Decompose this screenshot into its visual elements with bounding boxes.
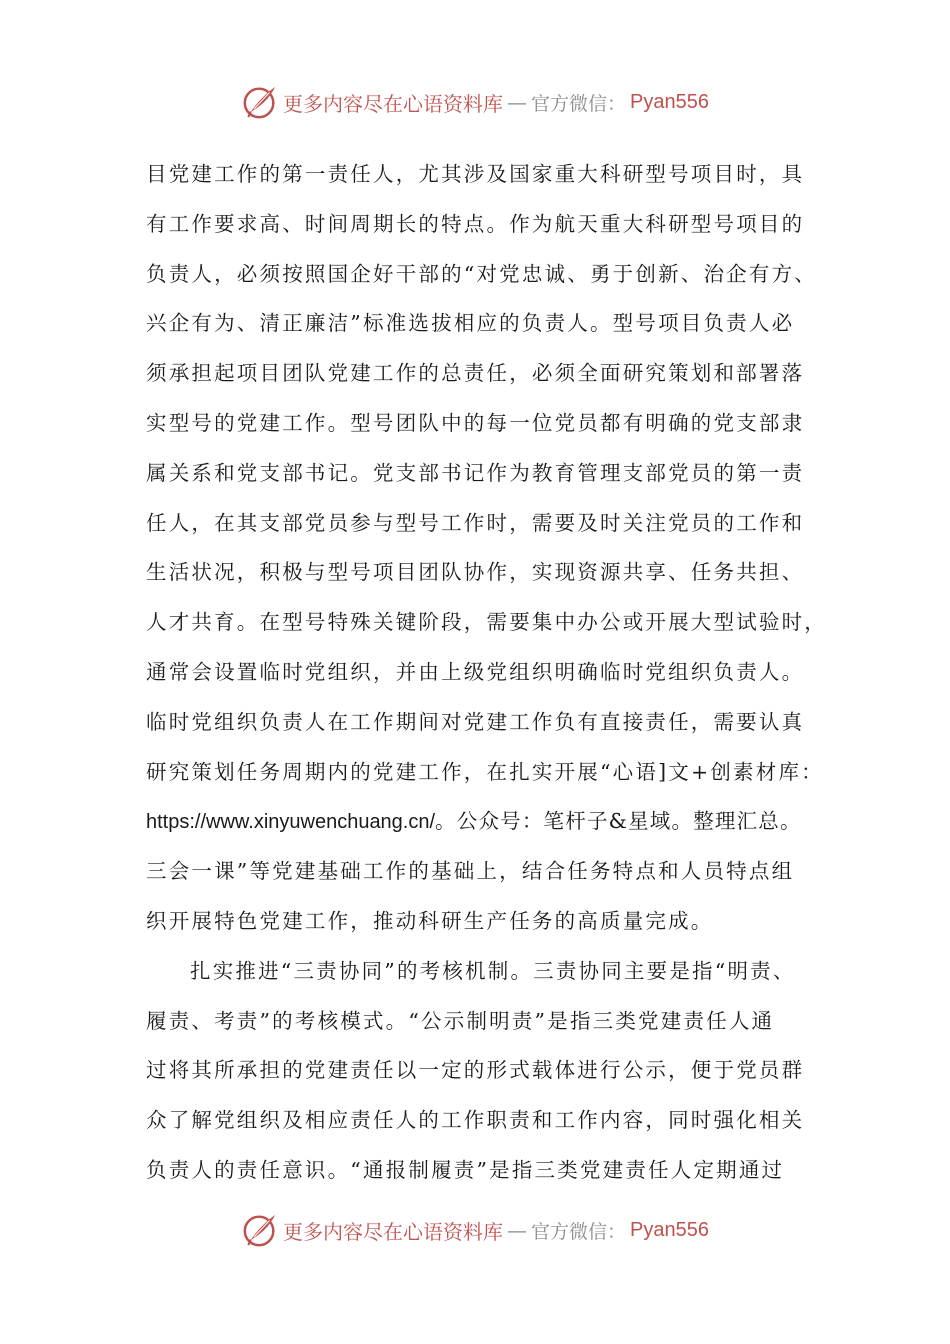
text-line: 众了解党组织及相应责任人的工作职责和工作内容，同时强化相关 bbox=[146, 1108, 805, 1133]
header-banner bbox=[0, 80, 950, 124]
text-line: 须承担起项目团队党建工作的总责任，必须全面研究策划和部署落 bbox=[146, 361, 805, 386]
text-line: 有工作要求高、时间周期长的特点。作为航天重大科研型号项目的 bbox=[146, 211, 805, 236]
url-line-rest: 。公众号：笔杆子&星域。整理汇总。 bbox=[435, 809, 802, 834]
text-line: 实型号的党建工作。型号团队中的每一位党员都有明确的党支部隶 bbox=[146, 410, 805, 435]
text-line: 负责人的责任意识。“通报制履责”是指三类党建责任人定期通过 bbox=[146, 1157, 785, 1182]
text-line: 临时党组织负责人在工作期间对党建工作负有直接责任，需要认真 bbox=[146, 709, 805, 734]
text-line: 织开展特色党建工作，推动科研生产任务的高质量完成。 bbox=[146, 908, 714, 933]
banner-brand-text: 更多内容尽在心语资料库 bbox=[283, 91, 503, 116]
text-line: 属关系和党支部书记。党支部书记作为教育管理支部党员的第一责 bbox=[146, 460, 805, 485]
text-line: 三会一课”等党建基础工作的基础上，结合任务特点和人员特点组 bbox=[146, 859, 795, 884]
text-line: 负责人，必须按照国企好干部的“对党忠诚、勇于创新、治企有方、 bbox=[146, 261, 817, 286]
banner-official-label: 官方微信： bbox=[531, 1220, 627, 1243]
text-line: 人才共育。在型号特殊关键阶段，需要集中办公或开展大型试验时， bbox=[146, 610, 827, 635]
quill-logo-icon bbox=[241, 1211, 279, 1249]
text-line: 兴企有为、清正廉洁”标准选拔相应的负责人。型号项目负责人必 bbox=[146, 311, 795, 336]
banner-wechat-id: Pyan556 bbox=[630, 90, 709, 113]
footer-banner bbox=[0, 1208, 950, 1252]
text-line: 研究策划任务周期内的党建工作，在扎实开展“心语]文+创素材库： bbox=[146, 759, 824, 784]
banner-dash: — bbox=[507, 90, 527, 114]
text-line: 过将其所承担的党建责任以一定的形式载体进行公示，便于党员群 bbox=[146, 1058, 805, 1083]
banner-dash: — bbox=[507, 1218, 527, 1242]
banner-official-label: 官方微信： bbox=[531, 92, 627, 115]
quill-logo-icon bbox=[241, 83, 279, 121]
banner-wechat-id: Pyan556 bbox=[630, 1218, 709, 1241]
text-line: 目党建工作的第一责任人，尤其涉及国家重大科研型号项目时，具 bbox=[146, 162, 805, 186]
text-line-url bbox=[146, 797, 826, 847]
text-line: 生活状况，积极与型号项目团队协作，实现资源共享、任务共担、 bbox=[146, 560, 805, 585]
paragraph-first-line: 扎实推进“三责协同”的考核机制。三责协同主要是指“明责、 bbox=[190, 958, 796, 983]
text-line: 通常会设置临时党组织，并由上级党组织明确临时党组织负责人。 bbox=[146, 659, 805, 684]
text-line: 任人，在其支部党员参与型号工作时，需要及时关注党员的工作和 bbox=[146, 510, 805, 535]
website-url-link[interactable]: https://www.xinyuwenchuang.cn/ bbox=[146, 811, 436, 834]
banner-brand-text: 更多内容尽在心语资料库 bbox=[283, 1219, 503, 1244]
text-line: 履责、考责”的考核模式。“公示制明责”是指三类党建责任人通 bbox=[146, 1008, 775, 1033]
document-body bbox=[146, 150, 826, 1196]
